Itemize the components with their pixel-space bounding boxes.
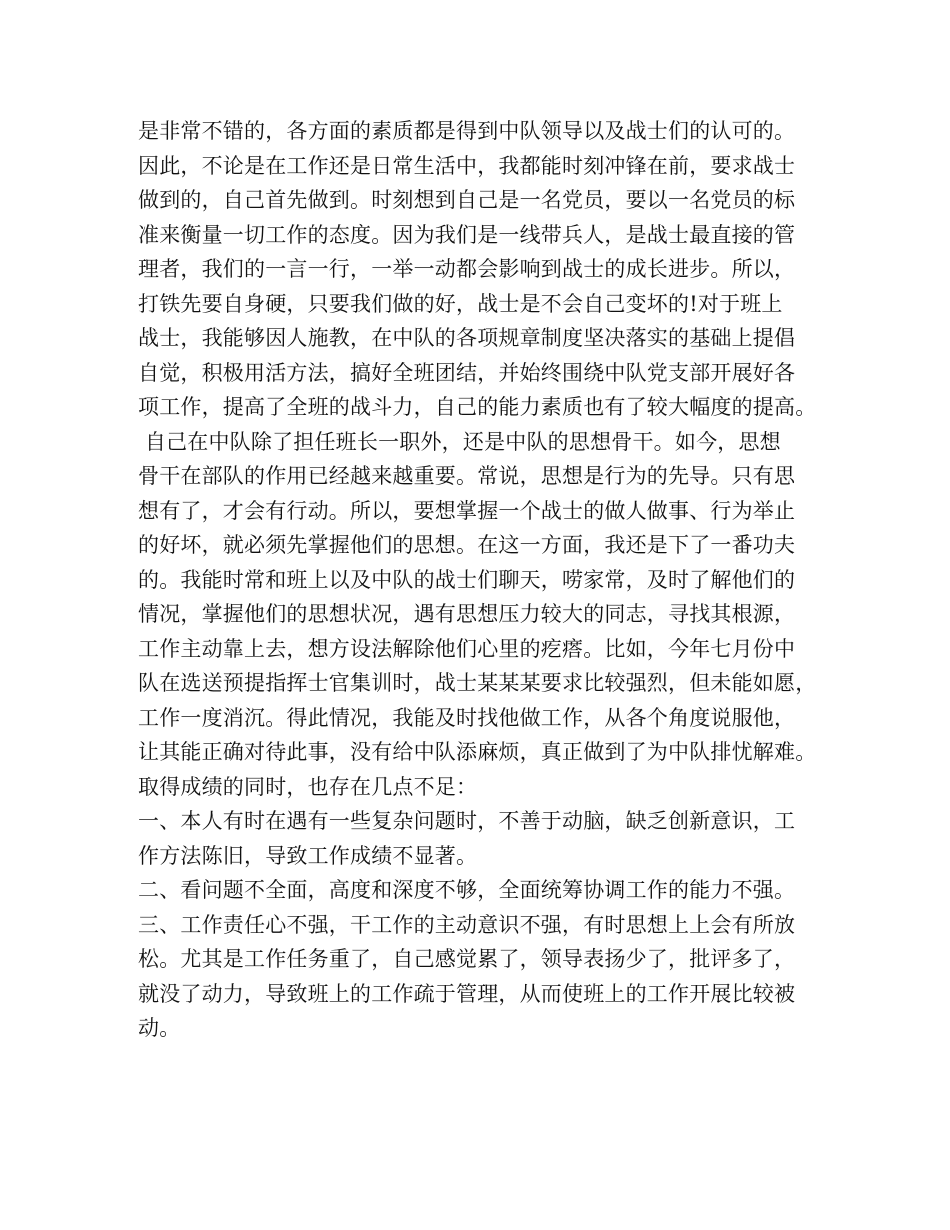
text-line: 就没了动力，导致班上的工作疏于管理，从而使班上的工作开展比较被: [138, 981, 796, 1006]
text-line: 松。尤其是工作任务重了，自己感觉累了，领导表扬少了，批评多了，: [138, 947, 796, 971]
text-line: 的好坏，就必须先掌握他们的思想。在这一方面，我还是下了一番功夫: [138, 533, 796, 557]
text-line: 二、看问题不全面，高度和深度不够，全面统筹协调工作的能力不强。: [138, 878, 796, 902]
text-line: 自己在中队除了担任班长一职外，还是中队的思想骨干。如今，思想: [138, 429, 781, 454]
text-line: 战士，我能够因人施教，在中队的各项规章制度坚决落实的基础上提倡: [138, 326, 796, 350]
text-line: 的。我能时常和班上以及中队的战士们聊天，唠家常，及时了解他们的: [138, 567, 796, 592]
text-line: 做到的，自己首先做到。时刻想到自己是一名党员，要以一名党员的标: [138, 188, 796, 212]
text-line: 一、本人有时在遇有一些复杂问题时，不善于动脑，缺乏创新意识，工: [138, 809, 796, 833]
text-line: 队在选送预提指挥士官集训时，战士某某某要求比较强烈，但未能如愿，: [138, 671, 817, 695]
text-line: 动。: [138, 1016, 181, 1040]
text-line: 工作一度消沉。得此情况，我能及时找他做工作，从各个角度说服他，: [138, 705, 796, 730]
text-line: 让其能正确对待此事，没有给中队添麻烦，真正做到了为中队排忧解难。: [138, 740, 817, 764]
text-line: 自觉，积极用活方法，搞好全班团结，并始终围绕中队党支部开展好各: [138, 360, 796, 385]
text-line: 准来衡量一切工作的态度。因为我们是一线带兵人，是战士最直接的管: [138, 222, 796, 247]
text-line: 取得成绩的同时，也存在几点不足：: [138, 774, 478, 799]
body-text: [138, 114, 838, 1046]
text-line: 项工作，提高了全班的战斗力，自己的能力素质也有了较大幅度的提高。: [138, 395, 817, 419]
text-line: 因此，不论是在工作还是日常生活中，我都能时刻冲锋在前，要求战士: [138, 153, 796, 178]
text-line: 骨干在部队的作用已经越来越重要。常说，思想是行为的先导。只有思: [138, 464, 796, 488]
text-line: 理者，我们的一言一行，一举一动都会影响到战士的成长进步。所以，: [138, 257, 796, 281]
text-line: 三、工作责任心不强，干工作的主动意识不强，有时思想上上会有所放: [138, 912, 796, 937]
text-line: 想有了，才会有行动。所以，要想掌握一个战士的做人做事、行为举止: [138, 498, 796, 523]
text-line: 作方法陈旧，导致工作成绩不显著。: [138, 843, 478, 868]
text-line: 情况，掌握他们的思想状况，遇有思想压力较大的同志，寻找其根源，: [138, 602, 796, 626]
text-line: 是非常不错的，各方面的素质都是得到中队领导以及战士们的认可的。: [138, 119, 796, 143]
text-line: 打铁先要自身硬，只要我们做的好，战士是不会自己变坏的!对于班上: [138, 291, 783, 316]
text-line: 工作主动靠上去，想方设法解除他们心里的疙瘩。比如，今年七月份中: [138, 636, 796, 661]
